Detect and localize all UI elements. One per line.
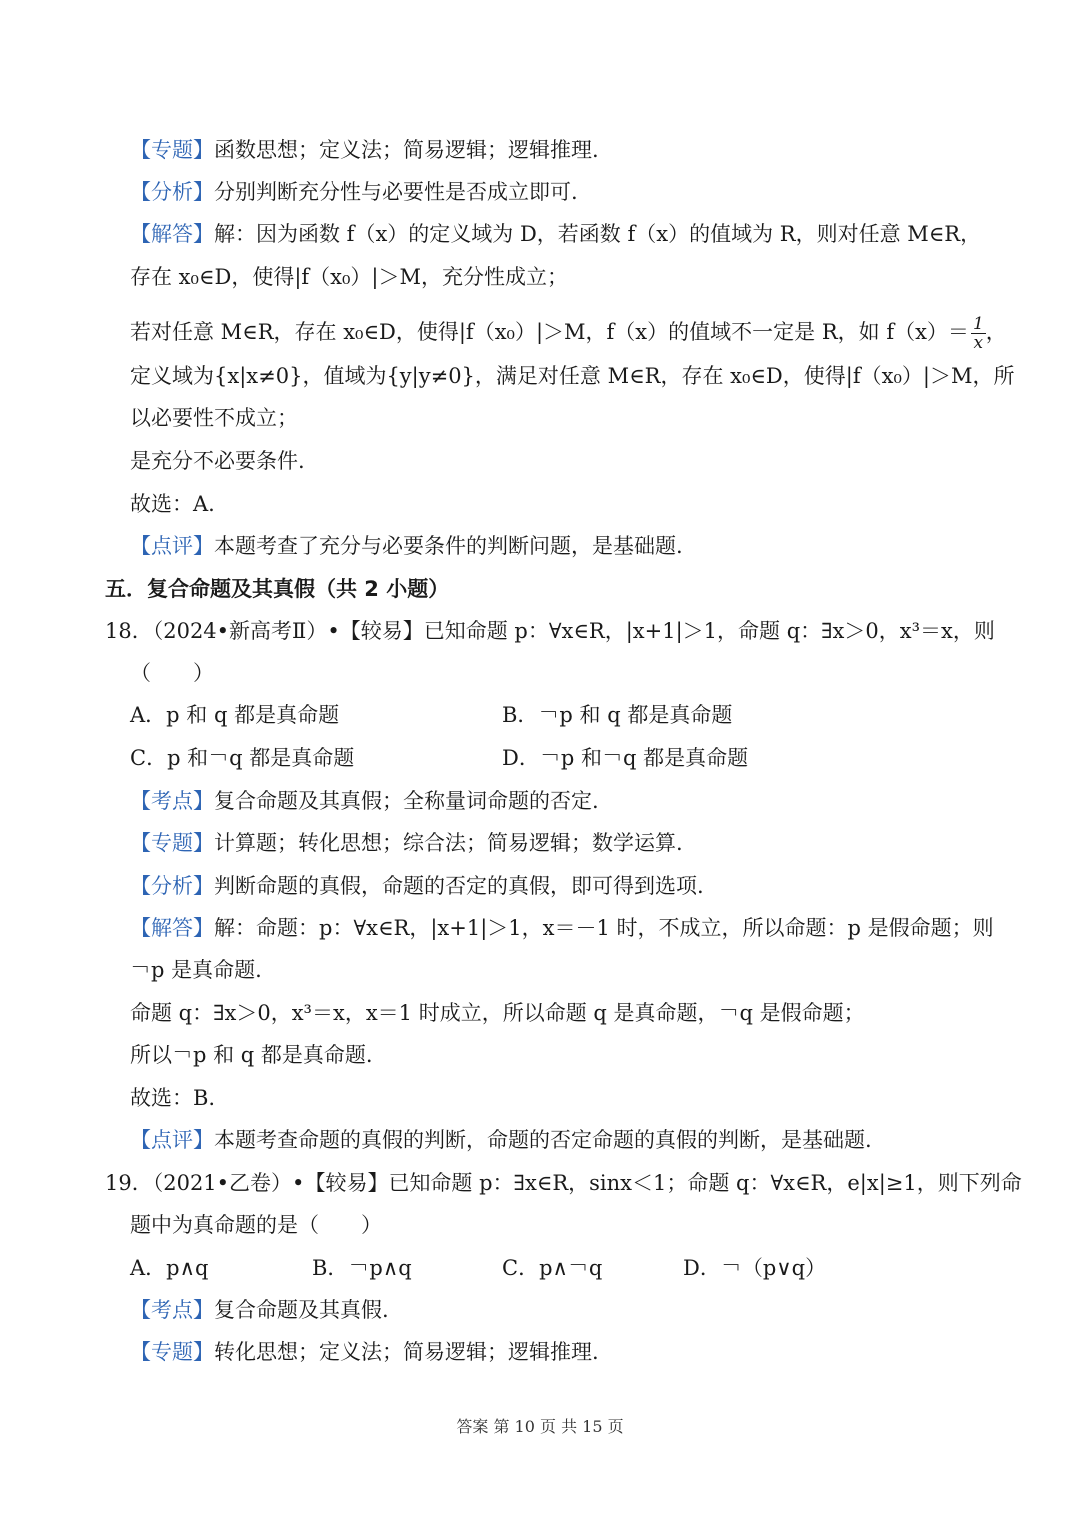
body-text: 复合命题及其真假. [214,1298,389,1322]
body-text: 若对任意 M∈R，存在 x₀∈D，使得|f（x₀）|＞M，f（x）的值域不一定是 R，如 f（x）＝ [130,320,969,344]
tag-label: 【考点】 [130,789,214,813]
keypoint-line [130,786,599,816]
tag-label: 【点评】 [130,1128,214,1152]
analysis-line [130,177,578,207]
tag-label: 【点评】 [130,534,214,558]
tag-label: 【专题】 [130,831,214,855]
body-text: 判断命题的真假，命题的否定的真假，即可得到选项. [214,874,704,898]
solution-line [130,446,305,476]
body-text: 解：命题：p：∀x∈R，|x+1|＞1，x＝－1 时，不成立，所以命题：p 是假命题；则 [214,916,994,940]
tag-label: 【专题】 [130,138,214,162]
option-d: D．￢（p∨q） [683,1256,827,1280]
body-text: 是充分不必要条件. [130,449,305,473]
solution-line [130,955,262,985]
section-title: 五．复合命题及其真假（共 2 小题） [105,577,450,601]
body-text: 解：因为函数 f（x）的定义域为 D，若函数 f（x）的值域为 R，则对任意 M∈R， [214,222,982,246]
comment-line [130,531,683,561]
question-19-stem-cont: 题中为真命题的是（ ） [130,1213,382,1237]
question-18-stem: 18．（2024•新高考Ⅱ）•【较易】已知命题 p：∀x∈R，|x+1|＞1，命题 q：∃x＞0，x³＝x，则 [105,619,995,643]
body-text: 函数思想；定义法；简易逻辑；逻辑推理. [214,138,599,162]
option-c: C．p 和￢q 都是真命题 [130,746,355,770]
solution-line [130,1040,373,1070]
body-text: 分别判断充分性与必要性是否成立即可. [214,180,578,204]
body-text: 转化思想；定义法；简易逻辑；逻辑推理. [214,1340,599,1364]
solution-line [130,361,1014,391]
body-text: 本题考查命题的真假的判断，命题的否定命题的真假的判断，是基础题. [214,1128,872,1152]
body-text: 所以￢p 和 q 都是真命题. [130,1043,373,1067]
option-c: C．p∧￢q [502,1256,603,1280]
solution-line [130,262,568,292]
answer-line [130,1083,215,1113]
solution-line [130,403,298,433]
body-text: 命题 q：∃x＞0，x³＝x，x＝1 时成立，所以命题 q 是真命题，￢q 是假命题； [130,1001,865,1025]
page-footer: 答案 第 10 页 共 15 页 [456,1417,624,1436]
option-a: A．p 和 q 都是真命题 [130,703,340,727]
solution-line [130,998,865,1028]
tag-label: 【专题】 [130,1340,214,1364]
tag-label: 【解答】 [130,222,214,246]
solution-line [130,219,981,249]
question-18-bracket: （ ） [130,661,214,685]
question-19-stem: 19．（2021•乙卷）•【较易】已知命题 p：∃x∈R，sinx＜1；命题 q：∀x∈R，e|x|≥1，则下列命 [105,1171,1022,1195]
tag-label: 【分析】 [130,874,214,898]
option-a: A．p∧q [130,1256,209,1280]
keypoint-line [130,1295,389,1325]
body-text: ￢p 是真命题. [130,958,262,982]
solution-line [130,913,994,943]
tag-label: 【考点】 [130,1298,214,1322]
tag-label: 【分析】 [130,180,214,204]
body-text: 计算题；转化思想；综合法；简易逻辑；数学运算. [214,831,683,855]
body-text: 存在 x₀∈D，使得|f（x₀）|＞M，充分性成立； [130,265,569,289]
answer-line [130,489,215,519]
body-text: 故选：A. [130,492,215,516]
body-text: 定义域为{x|x≠0}，值域为{y|y≠0}，满足对任意 M∈R，存在 x₀∈D，使得|f（x₀）|＞M，所 [130,364,1015,388]
comment-line [130,1125,872,1155]
body-text: 复合命题及其真假；全称量词命题的否定. [214,789,599,813]
tag-label: 【解答】 [130,916,214,940]
body-text: 本题考查了充分与必要条件的判断问题，是基础题. [214,534,683,558]
topic-line [130,828,683,858]
option-b: B．￢p 和 q 都是真命题 [502,703,733,727]
fraction-one-over-x: $\frac{1}{x}$ [972,314,984,353]
option-b: B．￢p∧q [312,1256,412,1280]
topic-line [130,1337,599,1367]
option-d: D．￢p 和￢q 都是真命题 [502,746,749,770]
analysis-line [130,871,704,901]
body-text: 故选：B. [130,1086,216,1110]
body-text: 以必要性不成立； [130,406,298,430]
topic-line [130,135,599,165]
solution-line: 若对任意 M∈R，存在 x₀∈D，使得|f（x₀）|＞M，f（x）的值域不一定是 R，如 f（x）＝ $\frac{1}{x}$ ， [130,314,1007,353]
